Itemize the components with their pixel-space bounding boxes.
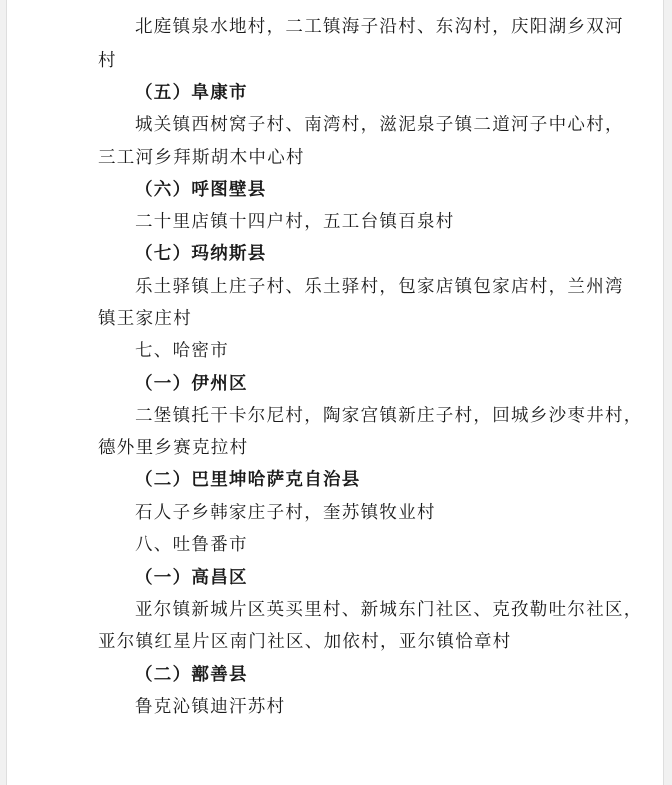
body-line: 石人子乡韩家庄子村，奎苏镇牧业村 [135,503,436,523]
region-heading: 八、吐鲁番市 [135,535,248,555]
section-heading: （二）巴里坤哈萨克自治县 [135,470,361,490]
body-line: 二堡镇托干卡尔尼村，陶家宫镇新庄子村，回城乡沙枣井村， [135,406,643,426]
body-line: 德外里乡赛克拉村 [98,438,249,458]
body-line: 乐土驿镇上庄子村、乐土驿村，包家店镇包家店村，兰州湾 [135,277,624,297]
body-line: 城关镇西树窝子村、南湾村，滋泥泉子镇二道河子中心村， [135,115,624,135]
section-heading: （五）阜康市 [135,83,248,103]
body-line: 村 [98,51,117,71]
section-heading: （六）呼图壁县 [135,180,267,200]
section-heading: （一）高昌区 [135,568,248,588]
body-line: 镇王家庄村 [98,309,192,329]
body-line: 二十里店镇十四户村，五工台镇百泉村 [135,212,455,232]
body-line: 亚尔镇红星片区南门社区、加依村，亚尔镇恰章村 [98,632,512,652]
body-line: 鲁克沁镇迪汗苏村 [135,697,286,717]
body-line: 亚尔镇新城片区英买里村、新城东门社区、克孜勒吐尔社区， [135,600,643,620]
body-line: 北庭镇泉水地村，二工镇海子沿村、东沟村，庆阳湖乡双河 [135,17,624,37]
section-heading: （七）玛纳斯县 [135,244,267,264]
section-heading: （二）鄯善县 [135,665,248,685]
document-page [6,0,664,785]
section-heading: （一）伊州区 [135,374,248,394]
region-heading: 七、哈密市 [135,341,229,361]
body-line: 三工河乡拜斯胡木中心村 [98,148,305,168]
